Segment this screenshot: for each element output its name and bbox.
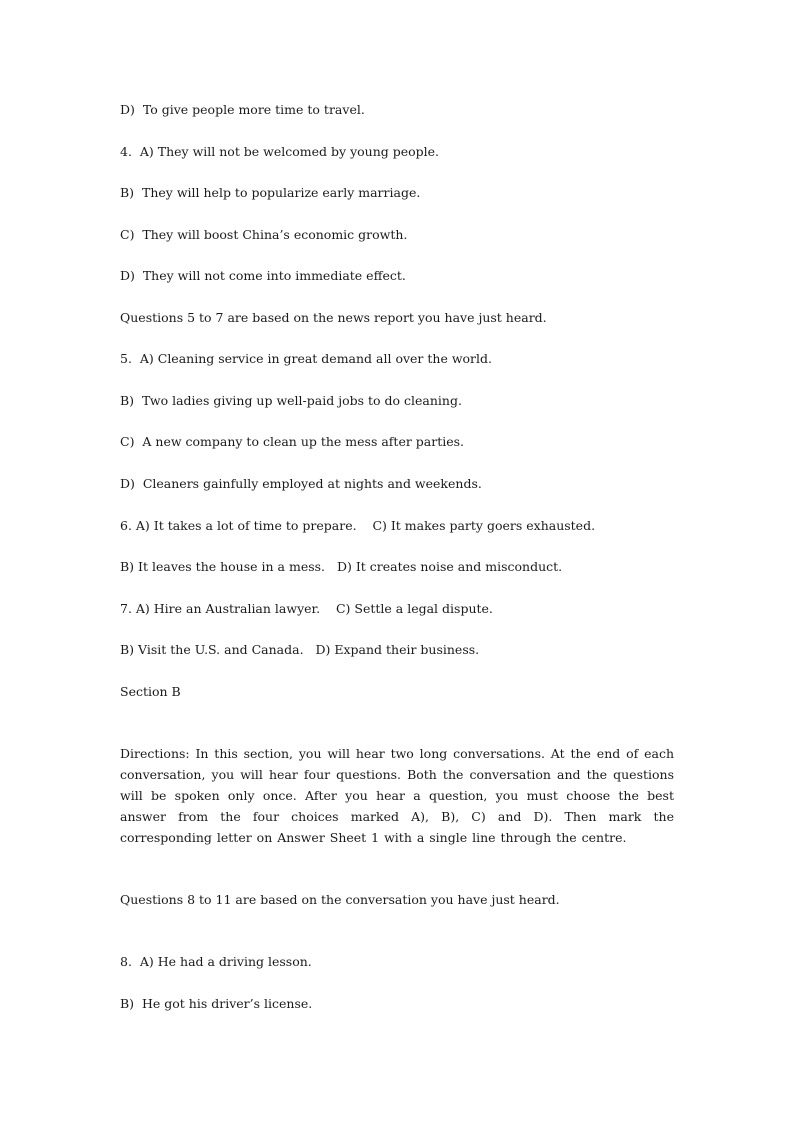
question-4-option-d: D) They will not come into immediate effect. (120, 268, 406, 283)
section-heading: Section B (120, 684, 181, 699)
question-6-options-bd: B) It leaves the house in a mess. D) It creates noise and misconduct. (120, 559, 563, 574)
question-8-option-a: 8. A) He had a driving lesson. (120, 954, 312, 969)
option-3d: D) To give people more time to travel. (120, 102, 365, 117)
question-5-option-c: C) A new company to clean up the mess after parties. (120, 434, 465, 449)
question-5-option-a: 5. A) Cleaning service in great demand all over the world. (120, 351, 493, 366)
directions-paragraph: Directions: In this section, you will hear two long conversations. At the end of each conversation, you will hear four questions. Both the conversation and the questions will be spoken only once. After you hear a question, you must choose the best answer from the four choices marked A), B), C) and D). Then mark the corresponding letter on Answer Sheet 1 with a single line through the centre. (120, 746, 674, 845)
question-4-option-c: C) They will boost China’s economic growth. (120, 227, 408, 242)
question-7-options-bd: B) Visit the U.S. and Canada. D) Expand their business. (120, 642, 480, 657)
questions-5-7-intro: Questions 5 to 7 are based on the news report you have just heard. (120, 310, 547, 325)
questions-8-11-intro: Questions 8 to 11 are based on the conversation you have just heard. (120, 892, 560, 907)
question-8-option-b: B) He got his driver’s license. (120, 996, 313, 1011)
question-6-options-ac: 6. A) It takes a lot of time to prepare. C) It makes party goers exhausted. (120, 518, 596, 533)
question-5-option-d: D) Cleaners gainfully employed at nights and weekends. (120, 476, 482, 491)
question-7-options-ac: 7. A) Hire an Australian lawyer. C) Settle a legal dispute. (120, 601, 493, 616)
question-4-option-b: B) They will help to popularize early marriage. (120, 185, 421, 200)
question-4-option-a: 4. A) They will not be welcomed by young people. (120, 144, 440, 159)
question-5-option-b: B) Two ladies giving up well-paid jobs to do cleaning. (120, 393, 462, 408)
